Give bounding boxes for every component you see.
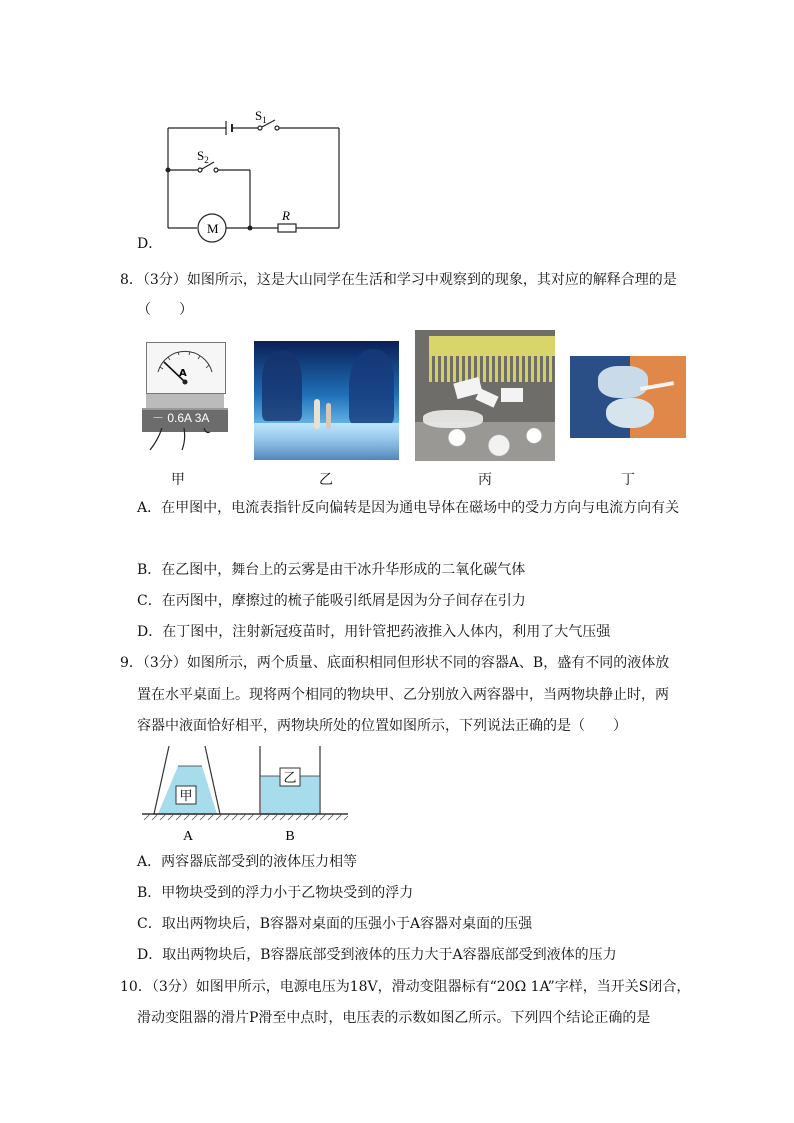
q8-caption-yi: 乙 xyxy=(319,472,333,488)
q8-paren: （ ） xyxy=(137,302,193,318)
junction-dot xyxy=(166,168,171,173)
junction-dot xyxy=(248,226,253,231)
s2-label: $S_2$ xyxy=(197,148,209,165)
stage-image xyxy=(254,341,399,460)
svg-text:A: A xyxy=(179,368,187,379)
resistor-label: R xyxy=(282,208,290,223)
q8-option-c: C．在丙图中，摩擦过的梳子能吸引纸屑是因为分子间存在引力 xyxy=(137,593,526,609)
q9-option-d: D．取出两物块后，B容器底部受到液体的压力大于A容器底部受到液体的压力 xyxy=(137,947,617,963)
q7-option-d-label: D． xyxy=(137,236,163,252)
q8-option-d: D．在丁图中，注射新冠疫苗时，用针管把药液推入人体内，利用了大气压强 xyxy=(137,624,611,640)
comb-image xyxy=(415,330,555,461)
q9-stem-line1: 9．（3分）如图所示，两个质量、底面积相同但形状不同的容器A、B，盛有不同的液体放 xyxy=(120,655,670,671)
container-b-label: B xyxy=(285,829,295,844)
ammeter-image xyxy=(140,340,228,452)
q9-stem-line3: 容器中液面恰好相平，两物块所处的位置如图所示，下列说法正确的是（ ） xyxy=(137,718,627,734)
q9-option-b: B．甲物块受到的浮力小于乙物块受到的浮力 xyxy=(137,885,414,901)
q8-caption-jia: 甲 xyxy=(171,472,185,488)
q10-stem-line1: 10．（3分）如图甲所示，电源电压为18V，滑动变阻器标有“20Ω 1A”字样，当开关S闭合， xyxy=(120,979,691,995)
q8-caption-bing: 丙 xyxy=(478,472,492,488)
container-a-label: A xyxy=(182,829,194,844)
q9-stem-line2: 置在水平桌面上。现将两个相同的物块甲、乙分别放入两容器中，当两物块静止时，两 xyxy=(137,687,669,703)
q9-option-c: C．取出两物块后，B容器对桌面的压强小于A容器对桌面的压强 xyxy=(137,916,533,932)
s1-label: $S_1$ xyxy=(255,108,267,125)
svg-text:乙: 乙 xyxy=(283,771,297,786)
resistor-symbol xyxy=(278,224,296,232)
svg-text:甲: 甲 xyxy=(179,789,193,804)
injection-image xyxy=(570,356,686,438)
motor-label: M xyxy=(207,221,219,236)
q8-option-a: A．在甲图中，电流表指针反向偏转是因为通电导体在磁场中的受力方向与电流方向有关 xyxy=(137,500,680,516)
q9-option-a: A．两容器底部受到的液体压力相等 xyxy=(137,854,358,870)
ammeter-terminals-label: － 0.6A 3A xyxy=(152,411,210,425)
q7-circuit-diagram xyxy=(150,100,355,250)
q8-option-b: B．在乙图中，舞台上的云雾是由干冰升华形成的二氧化碳气体 xyxy=(137,562,526,578)
q10-stem-line2: 滑动变阻器的滑片P滑至中点时，电压表的示数如图乙所示。下列四个结论正确的是 xyxy=(137,1010,651,1026)
q8-caption-ding: 丁 xyxy=(621,472,635,488)
q9-containers-diagram xyxy=(138,742,353,847)
q8-stem: 8．（3分）如图所示，这是大山同学在生活和学习中观察到的现象，其对应的解释合理的是 xyxy=(120,272,677,288)
